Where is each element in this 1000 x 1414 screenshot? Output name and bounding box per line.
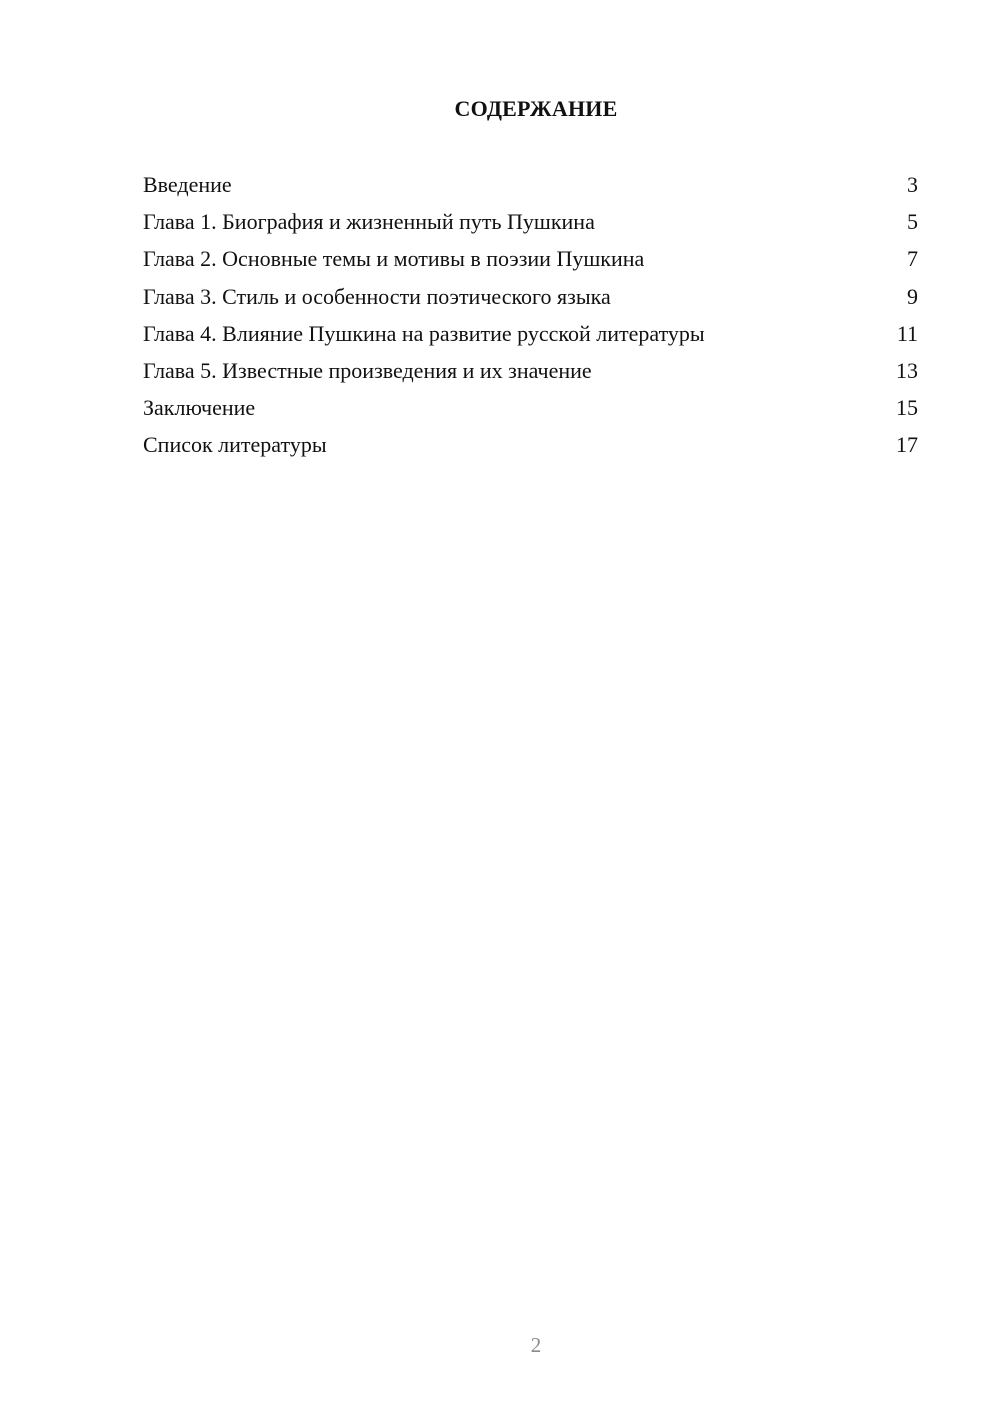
table-of-contents bbox=[143, 170, 918, 468]
toc-entry-page: 13 bbox=[896, 357, 918, 383]
toc-entry-chapter-1[interactable] bbox=[143, 207, 918, 244]
toc-entry-label: Заключение bbox=[143, 395, 256, 421]
toc-entry-conclusion[interactable] bbox=[143, 393, 918, 430]
toc-entry-page: 15 bbox=[896, 395, 918, 421]
toc-entry-label: Глава 5. Известные произведения и их значение bbox=[143, 357, 592, 383]
toc-entry-label: Глава 4. Влияние Пушкина на развитие русской литературы bbox=[143, 320, 705, 346]
toc-entry-page: 11 bbox=[896, 320, 918, 346]
toc-entry-chapter-2[interactable] bbox=[143, 244, 918, 281]
toc-entry-page: 17 bbox=[896, 432, 918, 458]
page-title: СОДЕРЖАНИЕ bbox=[454, 96, 618, 121]
toc-entry-page: 9 bbox=[907, 283, 918, 309]
toc-entry-introduction[interactable] bbox=[143, 170, 918, 207]
toc-entry-page: 5 bbox=[907, 209, 918, 235]
toc-entry-label: Глава 1. Биография и жизненный путь Пушкина bbox=[143, 209, 595, 235]
toc-entry-page: 7 bbox=[907, 246, 918, 272]
toc-entry-chapter-4[interactable] bbox=[143, 319, 918, 356]
toc-entry-label: Список литературы bbox=[143, 432, 327, 458]
toc-entry-page: 3 bbox=[907, 172, 918, 197]
toc-entry-chapter-3[interactable] bbox=[143, 282, 918, 319]
toc-entry-label: Глава 2. Основные темы и мотивы в поэзии Пушкина bbox=[143, 246, 645, 272]
toc-entry-chapter-5[interactable] bbox=[143, 356, 918, 393]
toc-entry-label: Глава 3. Стиль и особенности поэтического языка bbox=[143, 283, 611, 309]
toc-entry-bibliography[interactable] bbox=[143, 430, 918, 467]
page-number: 2 bbox=[530, 1333, 542, 1357]
toc-entry-label: Введение bbox=[143, 172, 232, 197]
